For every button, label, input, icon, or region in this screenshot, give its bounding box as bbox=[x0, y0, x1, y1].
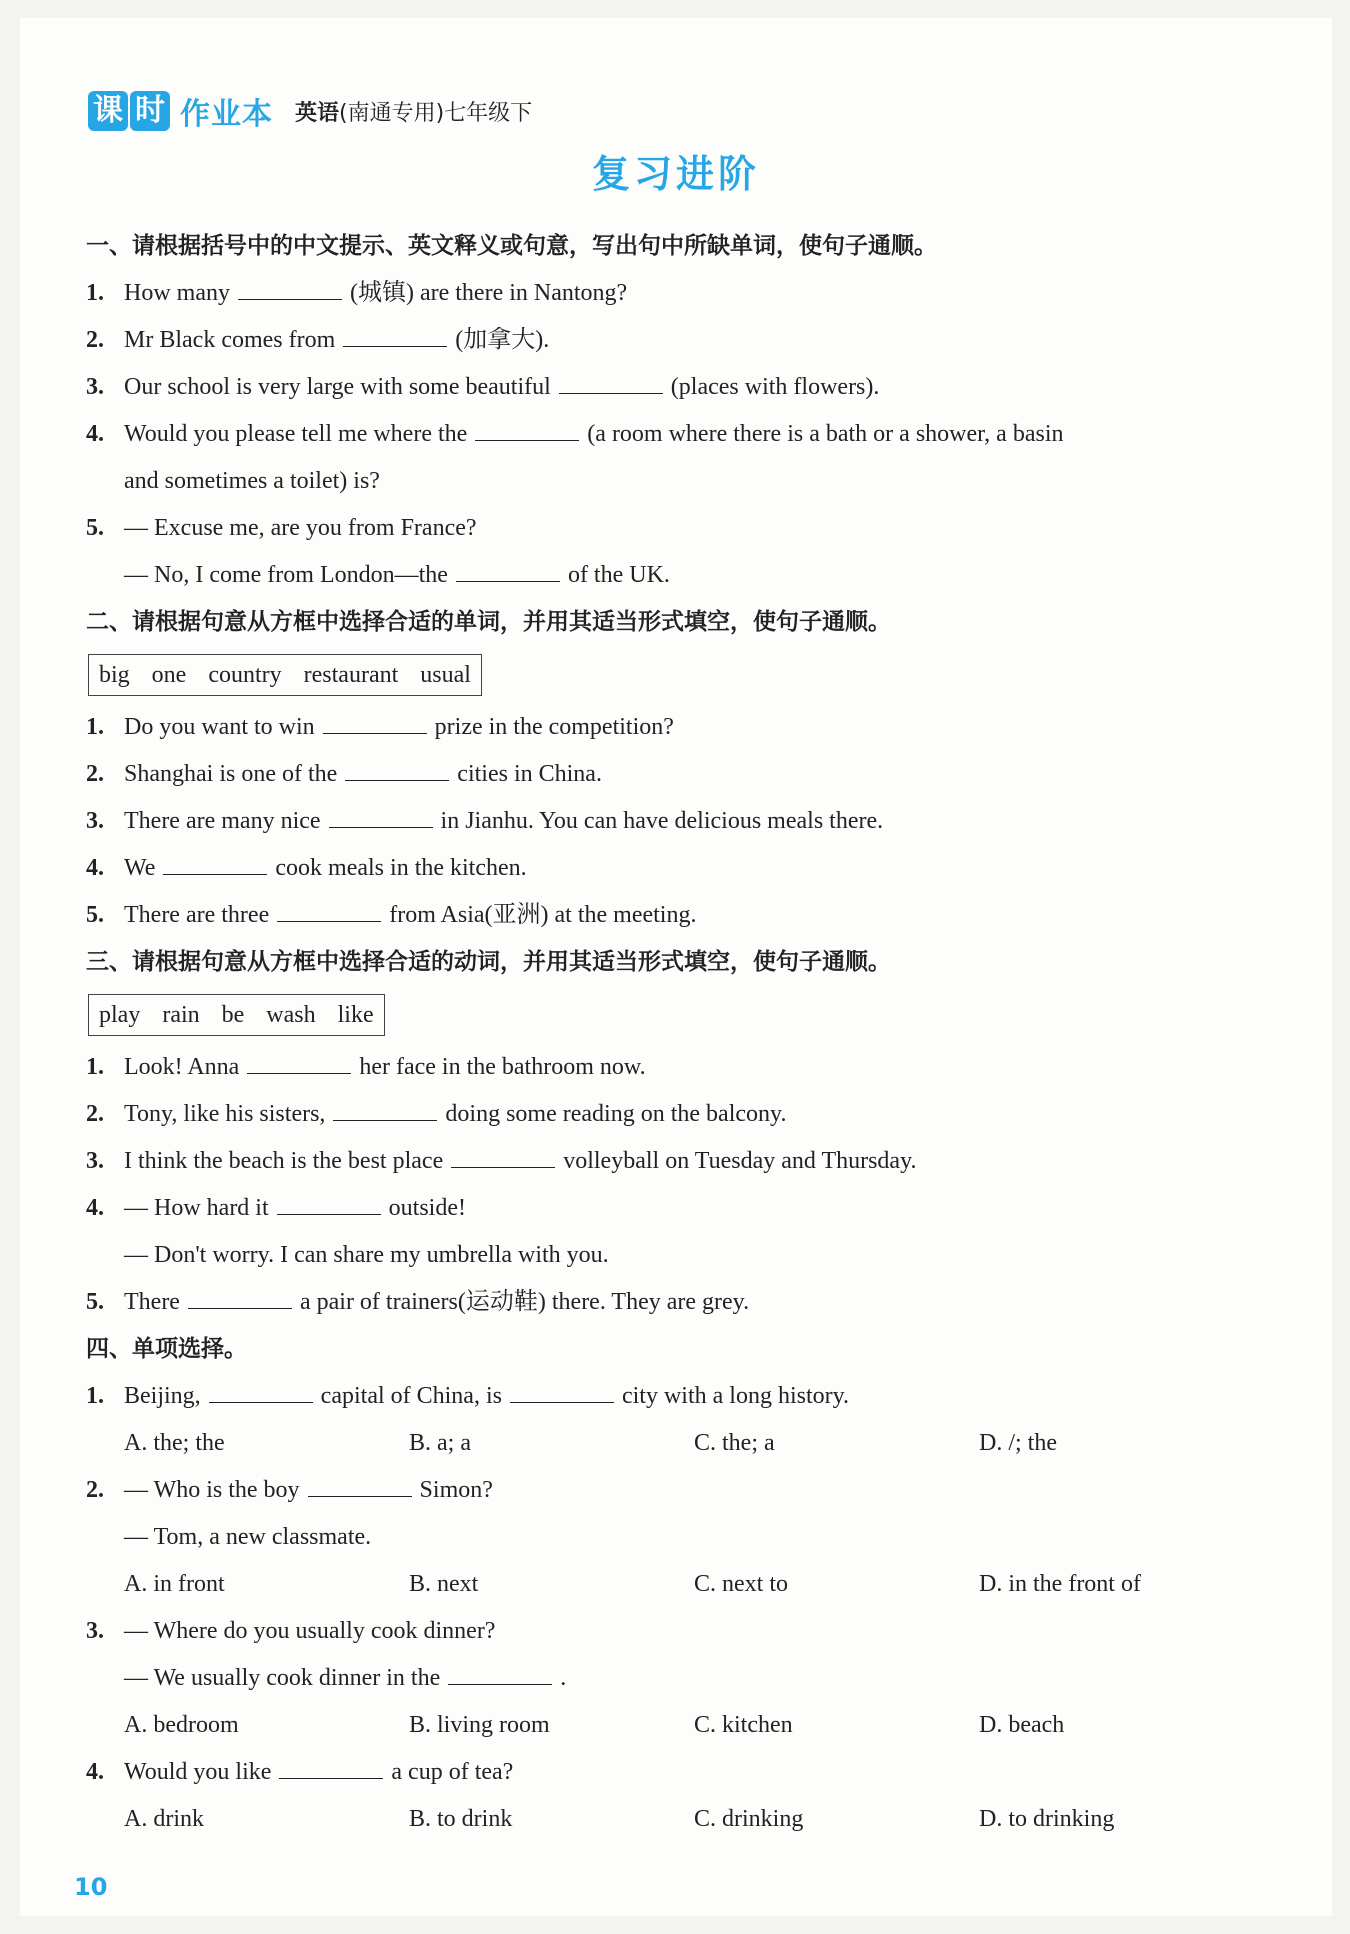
word-box bbox=[88, 654, 482, 696]
question-text: (places with flowers). bbox=[670, 374, 880, 400]
question-4-2-reply: — Tom, a new classmate. bbox=[124, 1524, 372, 1550]
worksheet-page bbox=[20, 18, 1332, 1916]
question-text: cook meals in the kitchen. bbox=[275, 855, 527, 881]
question-text: prize in the competition? bbox=[434, 714, 674, 740]
exercise-content bbox=[86, 223, 1276, 1843]
page-title: 复习进阶 bbox=[591, 152, 760, 196]
choice-option-c[interactable]: C. the; a bbox=[694, 1430, 775, 1456]
question-text: her face in the bathroom now. bbox=[359, 1054, 646, 1080]
choice-option-d[interactable]: D. beach bbox=[979, 1712, 1065, 1738]
choice-option-b[interactable]: B. a; a bbox=[409, 1430, 471, 1456]
choice-option-a[interactable]: A. the; the bbox=[124, 1430, 225, 1456]
question-text: There bbox=[124, 1289, 180, 1315]
answer-blank[interactable] bbox=[345, 762, 449, 781]
answer-blank[interactable] bbox=[163, 856, 267, 875]
question-text: — We usually cook dinner in the bbox=[124, 1665, 441, 1691]
question-number: 3. bbox=[86, 1618, 104, 1644]
answer-blank[interactable] bbox=[448, 1666, 552, 1685]
page-number: 10 bbox=[74, 1873, 108, 1901]
choice-option-a[interactable]: A. bedroom bbox=[124, 1712, 239, 1738]
choice-option-c[interactable]: C. drinking bbox=[694, 1806, 804, 1832]
question-4-1 bbox=[86, 1373, 1276, 1420]
question-text: Our school is very large with some beautiful bbox=[124, 374, 551, 400]
question-1-3 bbox=[86, 364, 1276, 411]
question-2-3 bbox=[86, 798, 1276, 845]
question-3-5 bbox=[86, 1279, 1276, 1326]
word-option: like bbox=[337, 1002, 374, 1028]
question-2-1 bbox=[86, 704, 1276, 751]
question-number: 2. bbox=[86, 761, 104, 787]
question-3-4 bbox=[86, 1185, 1276, 1232]
answer-blank[interactable] bbox=[456, 563, 560, 582]
question-3-3 bbox=[86, 1138, 1276, 1185]
logo-char: 时 bbox=[130, 91, 170, 131]
choice-option-d[interactable]: D. to drinking bbox=[979, 1806, 1115, 1832]
question-number: 5. bbox=[86, 515, 104, 541]
answer-blank[interactable] bbox=[209, 1384, 313, 1403]
choice-options bbox=[86, 1420, 1276, 1467]
word-option: usual bbox=[420, 662, 471, 688]
answer-blank[interactable] bbox=[343, 328, 447, 347]
question-text: a pair of trainers(运动鞋) there. They are grey. bbox=[299, 1289, 750, 1315]
answer-blank[interactable] bbox=[323, 715, 427, 734]
question-number: 3. bbox=[86, 374, 104, 400]
question-text: (城镇) are there in Nantong? bbox=[349, 280, 628, 306]
question-text: . bbox=[560, 1665, 567, 1691]
choice-option-d[interactable]: D. in the front of bbox=[979, 1571, 1141, 1597]
question-number: 1. bbox=[86, 280, 104, 306]
answer-blank[interactable] bbox=[277, 903, 381, 922]
answer-blank[interactable] bbox=[188, 1290, 292, 1309]
question-text: capital of China, is bbox=[320, 1383, 502, 1409]
question-text: I think the beach is the best place bbox=[124, 1148, 444, 1174]
question-4-3-reply bbox=[86, 1655, 1276, 1702]
question-4-3 bbox=[86, 1608, 1276, 1655]
question-number: 2. bbox=[86, 1101, 104, 1127]
answer-blank[interactable] bbox=[510, 1384, 614, 1403]
question-text: We bbox=[124, 855, 156, 881]
question-text: from Asia(亚洲) at the meeting. bbox=[389, 902, 697, 928]
question-text: Simon? bbox=[419, 1477, 493, 1503]
question-text: Look! Anna bbox=[124, 1054, 240, 1080]
answer-blank[interactable] bbox=[475, 422, 579, 441]
question-number: 4. bbox=[86, 421, 104, 447]
choice-option-d[interactable]: D. /; the bbox=[979, 1430, 1057, 1456]
question-text: — Where do you usually cook dinner? bbox=[124, 1618, 496, 1644]
word-option: big bbox=[99, 662, 130, 688]
question-text: (a room where there is a bath or a shower, a basin bbox=[587, 421, 1064, 447]
word-box-row bbox=[86, 986, 1276, 1044]
logo-text: 作业本 bbox=[180, 97, 273, 132]
question-text: cities in China. bbox=[457, 761, 602, 787]
choice-option-b[interactable]: B. to drink bbox=[409, 1806, 513, 1832]
question-text: Would you please tell me where the bbox=[124, 421, 468, 447]
word-option: play bbox=[99, 1002, 141, 1028]
choice-options bbox=[86, 1561, 1276, 1608]
word-option: one bbox=[151, 662, 187, 688]
choice-option-b[interactable]: B. next bbox=[409, 1571, 479, 1597]
choice-option-c[interactable]: C. next to bbox=[694, 1571, 788, 1597]
word-option: wash bbox=[266, 1002, 316, 1028]
question-text: There are many nice bbox=[124, 808, 321, 834]
section-4-heading: 四、单项选择。 bbox=[86, 1336, 247, 1362]
choice-options bbox=[86, 1796, 1276, 1843]
brand-logo bbox=[88, 91, 172, 131]
subject-label bbox=[295, 96, 532, 127]
answer-blank[interactable] bbox=[333, 1102, 437, 1121]
section-3-heading: 三、请根据句意从方框中选择合适的动词，并用其适当形式填空，使句子通顺。 bbox=[86, 949, 891, 975]
question-number: 3. bbox=[86, 808, 104, 834]
word-option: country bbox=[208, 662, 282, 688]
question-number: 3. bbox=[86, 1148, 104, 1174]
question-number: 2. bbox=[86, 1477, 104, 1503]
question-2-2 bbox=[86, 751, 1276, 798]
question-text: Would you like bbox=[124, 1759, 272, 1785]
question-number: 1. bbox=[86, 714, 104, 740]
word-option: be bbox=[221, 1002, 245, 1028]
question-text: How many bbox=[124, 280, 230, 306]
word-option: rain bbox=[162, 1002, 200, 1028]
question-3-1 bbox=[86, 1044, 1276, 1091]
question-1-4 bbox=[86, 411, 1276, 458]
answer-blank[interactable] bbox=[308, 1478, 412, 1497]
question-text: Tony, like his sisters, bbox=[124, 1101, 326, 1127]
book-header bbox=[88, 86, 532, 136]
answer-blank[interactable] bbox=[451, 1149, 555, 1168]
question-3-2 bbox=[86, 1091, 1276, 1138]
choice-option-a[interactable]: A. drink bbox=[124, 1806, 204, 1832]
question-2-4 bbox=[86, 845, 1276, 892]
question-text: of the UK. bbox=[567, 562, 670, 588]
question-number: 4. bbox=[86, 855, 104, 881]
question-number: 5. bbox=[86, 1289, 104, 1315]
answer-blank[interactable] bbox=[559, 375, 663, 394]
question-text: (加拿大). bbox=[455, 327, 550, 353]
choice-option-a[interactable]: A. in front bbox=[124, 1571, 225, 1597]
choice-option-c[interactable]: C. kitchen bbox=[694, 1712, 793, 1738]
section-1-heading: 一、请根据括号中的中文提示、英文释义或句意，写出句中所缺单词，使句子通顺。 bbox=[86, 233, 937, 259]
word-box-row bbox=[86, 646, 1276, 704]
question-text: — No, I come from London—the bbox=[124, 562, 448, 588]
question-text: Mr Black comes from bbox=[124, 327, 336, 353]
question-number: 5. bbox=[86, 902, 104, 928]
question-1-1 bbox=[86, 270, 1276, 317]
logo-char: 课 bbox=[88, 91, 128, 131]
question-text: volleyball on Tuesday and Thursday. bbox=[563, 1148, 917, 1174]
question-text: There are three bbox=[124, 902, 270, 928]
word-option: restaurant bbox=[303, 662, 399, 688]
question-text: Beijing, bbox=[124, 1383, 201, 1409]
answer-blank[interactable] bbox=[279, 1760, 383, 1779]
question-1-2 bbox=[86, 317, 1276, 364]
answer-blank[interactable] bbox=[277, 1196, 381, 1215]
question-text: — Who is the boy bbox=[124, 1477, 300, 1503]
word-box bbox=[88, 994, 385, 1036]
answer-blank[interactable] bbox=[238, 281, 342, 300]
question-1-5 bbox=[86, 505, 1276, 552]
question-number: 1. bbox=[86, 1383, 104, 1409]
question-text: in Jianhu. You can have delicious meals there. bbox=[440, 808, 884, 834]
question-text: Do you want to win bbox=[124, 714, 315, 740]
question-text: outside! bbox=[388, 1195, 466, 1221]
question-4-2 bbox=[86, 1467, 1276, 1514]
subject-name: 英语 bbox=[295, 100, 340, 126]
question-text: — How hard it bbox=[124, 1195, 269, 1221]
choice-options bbox=[86, 1702, 1276, 1749]
question-text: city with a long history. bbox=[621, 1383, 850, 1409]
section-2-heading: 二、请根据句意从方框中选择合适的单词，并用其适当形式填空，使句子通顺。 bbox=[86, 609, 891, 635]
question-text: Shanghai is one of the bbox=[124, 761, 338, 787]
question-1-5-reply bbox=[86, 552, 1276, 599]
question-text: doing some reading on the balcony. bbox=[445, 1101, 787, 1127]
question-number: 2. bbox=[86, 327, 104, 353]
choice-option-b[interactable]: B. living room bbox=[409, 1712, 550, 1738]
question-text: — Excuse me, are you from France? bbox=[124, 515, 477, 541]
answer-blank[interactable] bbox=[247, 1055, 351, 1074]
question-number: 4. bbox=[86, 1195, 104, 1221]
question-number: 4. bbox=[86, 1759, 104, 1785]
question-3-4-reply: — Don't worry. I can share my umbrella with you. bbox=[124, 1242, 609, 1268]
question-number: 1. bbox=[86, 1054, 104, 1080]
question-text: a cup of tea? bbox=[391, 1759, 514, 1785]
subject-detail: (南通专用)七年级下 bbox=[339, 100, 533, 126]
question-1-4-cont: and sometimes a toilet) is? bbox=[124, 468, 380, 494]
question-2-5 bbox=[86, 892, 1276, 939]
answer-blank[interactable] bbox=[329, 809, 433, 828]
question-4-4 bbox=[86, 1749, 1276, 1796]
